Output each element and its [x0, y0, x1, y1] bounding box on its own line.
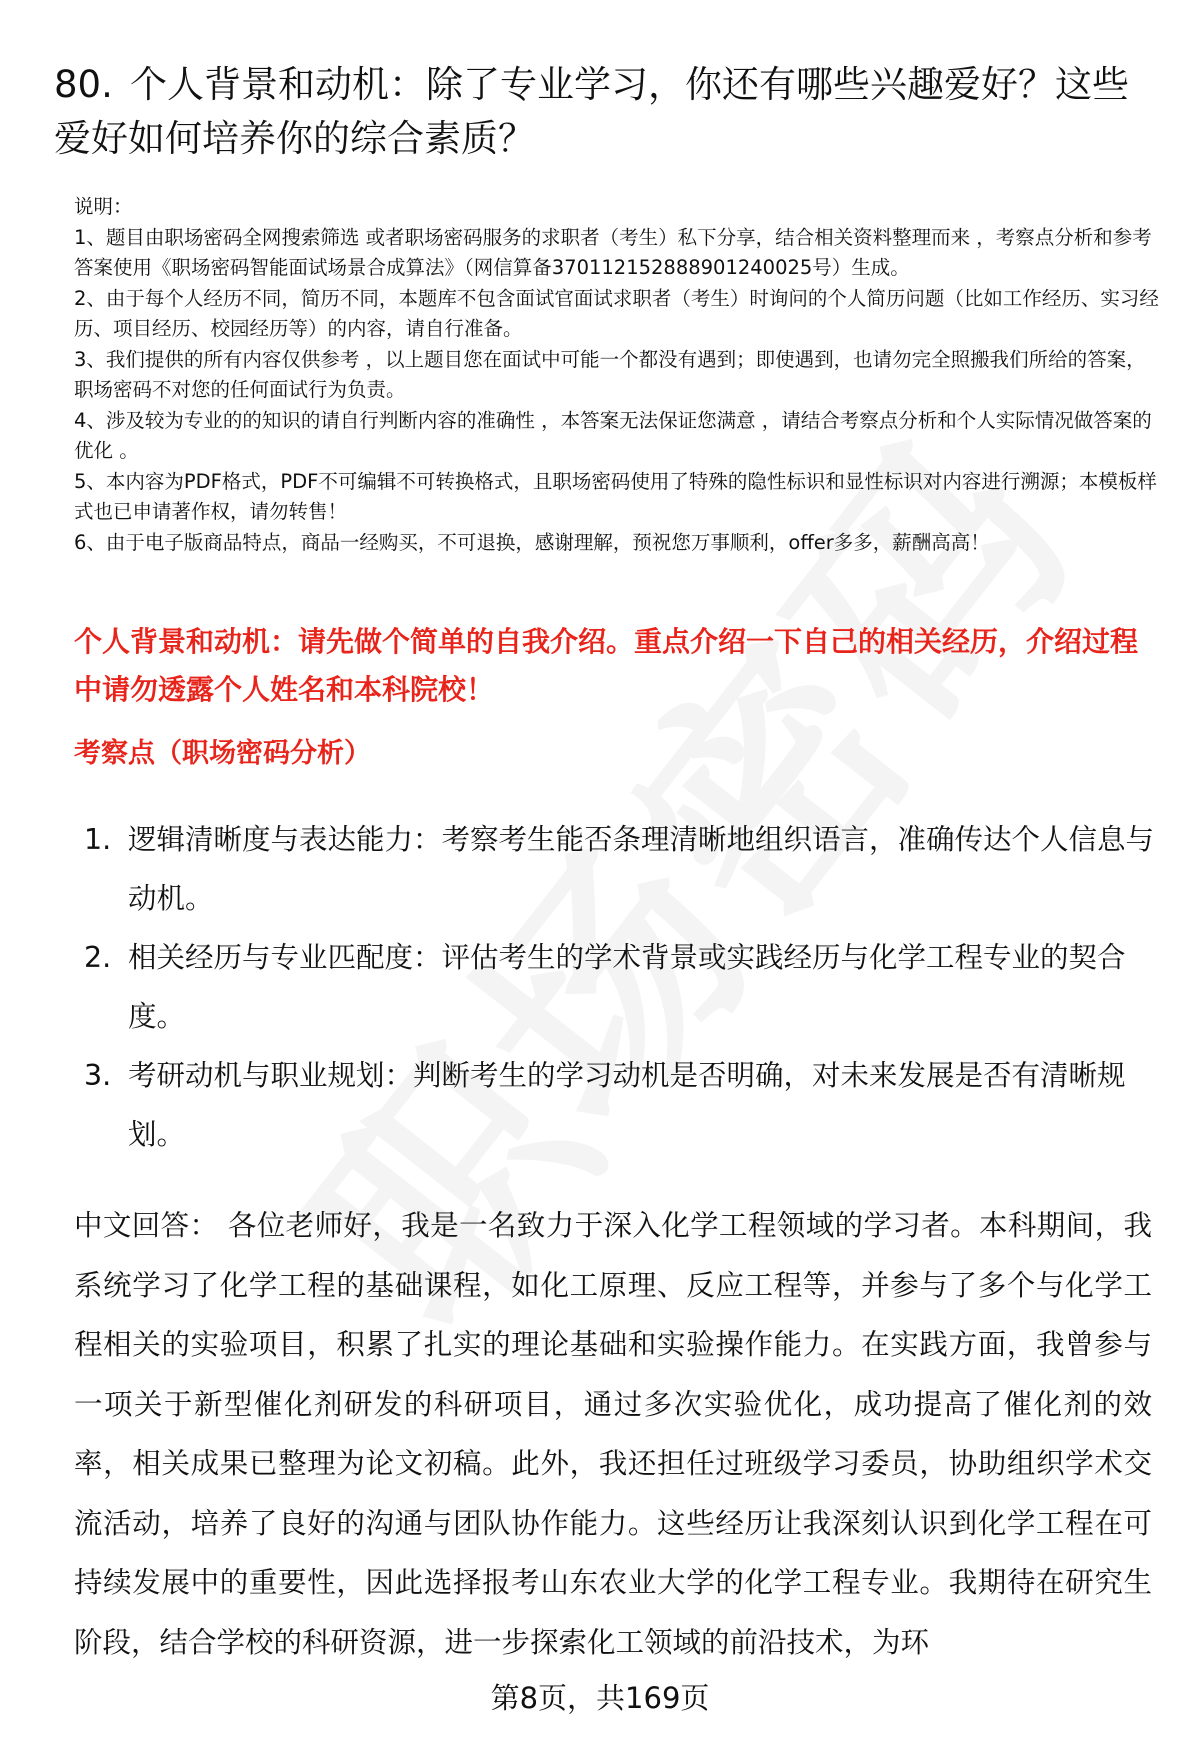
- point-number: 3.: [84, 1059, 112, 1092]
- analysis-points: [84, 810, 1160, 1164]
- point-text: 逻辑清晰度与表达能力：考察考生能否条理清晰地组织语言，准确传达个人信息与动机。: [128, 823, 1155, 915]
- point-number: 2.: [84, 941, 112, 974]
- point-number: 1.: [84, 823, 112, 856]
- note-item: 4、涉及较为专业的的知识的请自行判断内容的准确性 ，本答案无法保证您满意 ，请结合考察点分析和个人实际情况做答案的优化 。: [74, 408, 1152, 462]
- intro-question: 个人背景和动机：请先做个简单的自我介绍。重点介绍一下自己的相关经历，介绍过程中请勿透露个人姓名和本科院校！: [74, 625, 1139, 706]
- point-text: 相关经历与专业匹配度：评估考生的学术背景或实践经历与化学工程专业的契合度。: [128, 941, 1126, 1033]
- question-number: 80.: [54, 63, 113, 106]
- notes-heading: 说明：: [74, 195, 133, 218]
- analysis-heading: 考察点（职场密码分析）: [74, 738, 371, 769]
- analysis-point: [84, 810, 1160, 928]
- question-title: [54, 58, 1154, 166]
- analysis-point: [84, 1046, 1160, 1164]
- note-item: 3、我们提供的所有内容仅供参考 ，以上题目您在面试中可能一个都没有遇到；即使遇到，也请勿完全照搬我们所给的答案，职场密码不对您的任何面试行为负责。: [74, 347, 1146, 401]
- notes-block: [74, 192, 1160, 558]
- answer-label: 中文回答：: [74, 1209, 219, 1242]
- note-item: 5、本内容为PDF格式，PDF不可编辑不可转换格式，且职场密码使用了特殊的隐性标识和显性标识对内容进行溯源；本模板样式也已申请著作权，请勿转售！: [74, 469, 1157, 523]
- analysis-point: [84, 928, 1160, 1046]
- answer-text: 各位老师好，我是一名致力于深入化学工程领域的学习者。本科期间，我系统学习了化学工程的基础课程，如化工原理、反应工程等，并参与了多个与化学工程相关的实验项目，积累了扎实的理论基础和实验操作能力。在实践方面，我曾参与一项关于新型催化剂研发的科研项目，通过多次实验优化，成功提高了催化剂的效率，相关成果已整理为论文初稿。此外，我还担任过班级学习委员，协助组织学术交流活动，培养了良好的沟通与团队协作能力。这些经历让我深刻认识到化学工程在可持续发展中的重要性，因此选择报考山东农业大学的化学工程专业。我期待在研究生阶段，结合学校的科研资源，进一步探索化工领域的前沿技术，为环: [74, 1209, 1152, 1659]
- point-text: 考研动机与职业规划：判断考生的学习动机是否明确，对未来发展是否有清晰规划。: [128, 1059, 1126, 1151]
- answer-block: [74, 1196, 1152, 1672]
- note-item: 1、题目由职场密码全网搜索筛选 或者职场密码服务的求职者（考生）私下分享，结合相关资料整理而来 ，考察点分析和参考答案使用《职场密码智能面试场景合成算法》（网信算备370112152888901240025号）生成。: [74, 225, 1152, 279]
- note-item: 6、由于电子版商品特点，商品一经购买，不可退换，感谢理解，预祝您万事顺利，offer多多，薪酬高高！: [74, 530, 990, 554]
- question-text: 个人背景和动机：除了专业学习，你还有哪些兴趣爱好？这些爱好如何培养你的综合素质？: [54, 63, 1129, 160]
- page-footer: 第8页，共169页: [490, 1681, 710, 1715]
- note-item: 2、由于每个人经历不同，简历不同，本题库不包含面试官面试求职者（考生）时询问的个人简历问题（比如工作经历、实习经历、项目经历、校园经历等）的内容，请自行准备。: [74, 286, 1159, 340]
